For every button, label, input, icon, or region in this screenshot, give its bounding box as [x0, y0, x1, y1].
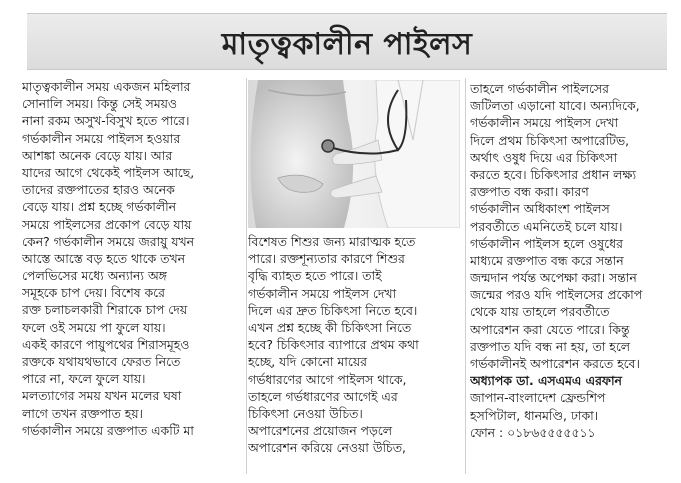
text-line: হচ্ছে, যদি কোনো মায়ের — [248, 354, 367, 370]
text-line: সমূহকে চাপ দেয়। বিশেষ করে — [22, 285, 165, 301]
text-line: আস্তে আস্তে বড় হতে থাকে তখন — [22, 250, 185, 266]
text-line: তাহলে গর্ভধারণের আগেই এর — [248, 388, 398, 404]
text-line: কেন? গর্ভকালীন সময়ে জরায়ু যখন — [22, 233, 195, 249]
article-column-1 — [22, 78, 244, 439]
text-line: বৃদ্ধি ব্যাহত হতে পারে। তাই — [248, 268, 382, 284]
text-line: লাগে তখন রক্তপাত হয়। — [22, 405, 143, 421]
text-line: মলত্যাগের সময় যখন মলের ঘষা — [22, 388, 182, 404]
text-line: নানা রকম অসুখ-বিসুখ হতে পারে। — [22, 113, 190, 129]
author-hospital-line1: জাপান-বাংলাদেশ ফ্রেন্ডশিপ — [470, 390, 606, 406]
author-name: অধ্যাপক ডা. এসএমএ এরফান — [470, 373, 622, 389]
text-line: গর্ভধারণের আগে পাইলস থাকে, — [248, 371, 407, 387]
photo-illustration — [248, 80, 460, 228]
text-line: গর্ভকালীন সময়ে পাইলস দেখা — [248, 285, 397, 301]
text-line: রক্তকে যথাযথভাবে ফেরত নিতে — [22, 354, 181, 369]
text-line: গর্ভকালীন সময়ে পাইলস দেখা — [470, 115, 619, 131]
text-line: যাদের আগে থেকেই পাইলস আছে, — [22, 164, 195, 180]
text-line: থেকে যায় তাহলে পরবর্তীতে — [470, 304, 610, 320]
text-line: রক্তপাত যদি বন্ধ না হয়, তা হলে — [470, 338, 631, 354]
text-line: পেলভিসের মধ্যে অন্যান্য অঙ্গ — [22, 268, 167, 284]
text-line: তাদের রক্তপাতের হারও অনেক — [22, 182, 175, 198]
author-phone: ফোন : ০১৮৬৫৫৫৫৫১১ — [470, 424, 596, 440]
text-line: রক্ত চলাচলকারী শিরাকে চাপ দেয় — [22, 302, 188, 318]
text-line: বিশেষত শিশুর জন্য মারাত্মক হতে — [248, 234, 416, 249]
headline-banner — [27, 13, 667, 70]
text-line: জটিলতা এড়ানো যাবে। অন্যদিকে, — [470, 98, 640, 114]
text-line: তাহলে গর্ভকালীন পাইলসের — [470, 81, 609, 96]
text-line: জন্মদান পর্যন্ত অপেক্ষা করা। সন্তান — [470, 270, 637, 286]
text-line: হবে? চিকিৎসার ব্যাপারে প্রথম কথা — [248, 337, 419, 353]
text-line: করতে হবে। চিকিৎসার প্রধান লক্ষ্য — [470, 166, 637, 182]
text-line: পারে না, ফলে ফুলে যায়। — [22, 371, 146, 387]
text-line: গর্ভকালীন সময়ে রক্তপাত একটি মা — [22, 422, 194, 438]
text-line: জন্মের পরও যদি পাইলসের প্রকোপ — [470, 287, 643, 303]
article-column-2 — [248, 233, 460, 456]
text-line: মাতৃত্বকালীন সময় একজন মহিলার — [22, 79, 191, 94]
text-line: আশঙ্কা অনেক বেড়ে যায়। আর — [22, 147, 173, 163]
column-divider-left — [246, 78, 247, 474]
text-line: বেড়ে যায়। প্রশ্ন হচ্ছে গর্ভকালীন — [22, 199, 177, 215]
text-line: দিলে এর দ্রুত চিকিৎসা নিতে হবে। — [248, 302, 418, 318]
text-line: ফলে ওই সময়ে পা ফুলে যায়। — [22, 319, 166, 335]
article-photo-pregnant-woman-doctor — [248, 80, 460, 228]
text-line: পারে। রক্তশূন্যতার কারণে শিশুর — [248, 251, 405, 267]
text-line: সোনালি সময়। কিন্তু সেই সময়ও — [22, 96, 178, 112]
text-line: গর্ভকালীন সময়ে পাইলস হওয়ার — [22, 130, 181, 146]
text-line: দিলে প্রথম চিকিৎসা অপারেটিভ, — [470, 132, 630, 148]
text-line: মাধ্যমে রক্তপাত বন্ধ করে সন্তান — [470, 252, 624, 268]
text-line: অর্থাৎ ওষুধ দিয়ে এর চিকিৎসা — [470, 149, 618, 165]
column-divider-right — [465, 78, 466, 474]
text-line: সময়ে পাইলসের প্রকোপ বেড়ে যায় — [22, 216, 192, 232]
text-line: চিকিৎসা নেওয়া উচিত। — [248, 405, 363, 421]
headline: মাতৃত্বকালীন পাইলস — [221, 27, 473, 62]
text-line: অপারেশনের প্রয়োজন পড়লে — [248, 423, 392, 439]
text-line: গর্ভকালীন অধিকাংশ পাইলস — [470, 201, 610, 217]
text-line: গর্ভকালীনই অপারেশন করতে হবে। — [470, 356, 640, 371]
text-line: একই কারণে পায়ুপথের শিরাসমূহও — [22, 336, 190, 352]
text-line: পরবর্তীতে এমনিতেই চলে যায়। — [470, 218, 623, 234]
author-hospital-line2: হসপিটাল, ধানমণ্ডি, ঢাকা। — [470, 407, 599, 423]
text-line: রক্তপাত বন্ধ করা। কারণ — [470, 184, 589, 200]
text-line: অপারেশন করা যেতে পারে। কিন্তু — [470, 321, 630, 337]
text-line: অপারেশন করিয়ে নেওয়া উচিত, — [248, 440, 406, 456]
text-line: এখন প্রশ্ন হচ্ছে কী চিকিৎসা নিতে — [248, 319, 412, 335]
article-column-3 — [470, 80, 670, 441]
text-line: গর্ভকালীন পাইলস হলে ওষুধের — [470, 235, 623, 251]
